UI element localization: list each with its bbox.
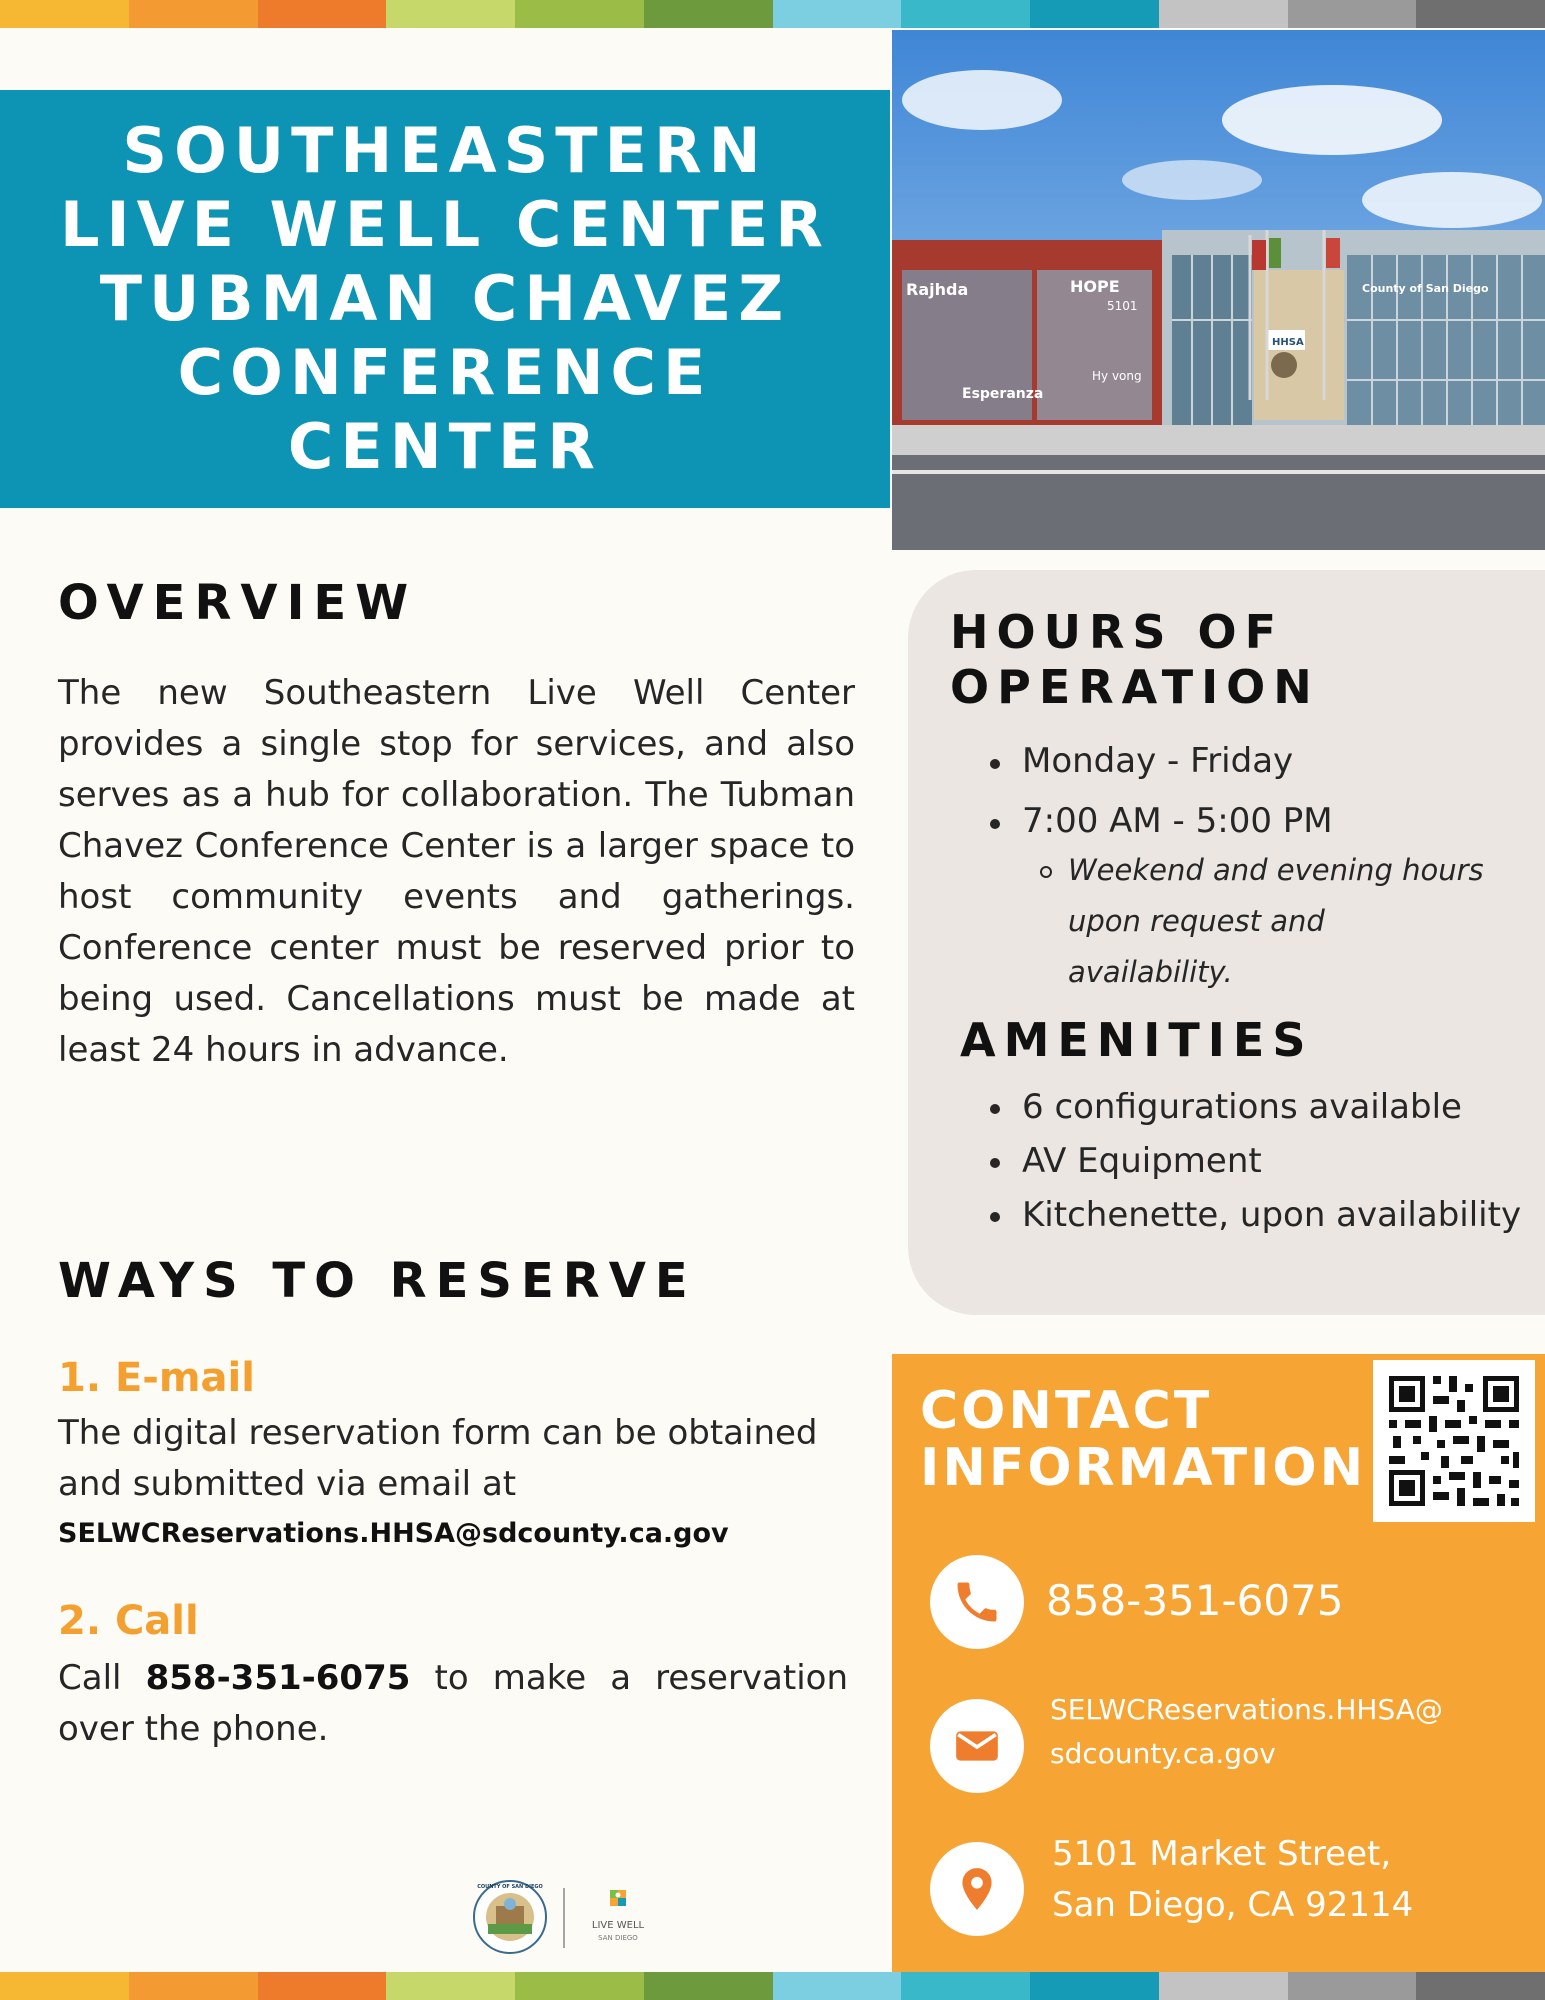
contact-email-line: sdcounty.ca.gov <box>1050 1737 1276 1770</box>
hours-heading <box>950 605 1320 715</box>
sign-number: 5101 <box>1107 299 1138 313</box>
bottom-color-stripe <box>0 1972 1545 2000</box>
title-banner <box>0 90 890 508</box>
ways-to-reserve-heading: WAYS TO RESERVE <box>58 1253 697 1309</box>
stripe-segment <box>901 1972 1030 2000</box>
phone-icon[interactable] <box>930 1555 1024 1649</box>
overview-heading: OVERVIEW <box>58 575 418 631</box>
hours-heading-line: HOURS OF <box>950 605 1285 659</box>
live-well-logo <box>592 1890 645 1942</box>
title-line: CONFERENCE <box>177 336 713 409</box>
sign-hyvong: Hy vong <box>1092 369 1142 383</box>
title-line: CENTER <box>287 410 603 483</box>
call-method-text <box>58 1653 848 1755</box>
stripe-segment <box>129 1972 258 2000</box>
stripe-segment <box>901 0 1030 28</box>
stripe-segment <box>1159 0 1288 28</box>
title-line: SOUTHEASTERN <box>122 114 768 187</box>
top-color-stripe <box>0 0 1545 28</box>
county-seal-logo <box>474 1881 546 1953</box>
qr-code-icon[interactable] <box>1373 1360 1535 1522</box>
overview-paragraph: The new Southeastern Live Well Center provides a single stop for services, and also serves as a hub for collaboration. The Tubman Chavez Conference Center is a larger space to host community events and gatherings. Conference center must be reserved prior to being used. Cancellations must be made at least 24 hours in advance. <box>58 673 855 1070</box>
amenity-item: AV Equipment <box>1022 1134 1522 1188</box>
stripe-segment <box>644 0 773 28</box>
email-method-title: 1. E-mail <box>58 1355 255 1401</box>
stripe-segment <box>773 1972 902 2000</box>
map-pin-icon-graphic <box>952 1864 1002 1914</box>
stripe-segment <box>644 1972 773 2000</box>
stripe-segment <box>515 1972 644 2000</box>
sign-hhsa: HHSA <box>1272 337 1304 348</box>
contact-heading-line: INFORMATION <box>920 1438 1367 1498</box>
stripe-segment <box>1416 0 1545 28</box>
envelope-icon[interactable] <box>930 1699 1024 1793</box>
stripe-segment <box>258 0 387 28</box>
call-method-title: 2. Call <box>58 1598 199 1644</box>
stripe-segment <box>386 0 515 28</box>
reservation-email-link[interactable]: SELWCReservations.HHSA@sdcounty.ca.gov <box>58 1518 729 1549</box>
amenities-list <box>1022 1080 1522 1242</box>
hours-item: 7:00 AM - 5:00 PM <box>1022 795 1522 847</box>
live-well-text: LIVE WELL <box>591 1920 645 1931</box>
stripe-segment <box>1288 0 1417 28</box>
sign-rajhda: Rajhda <box>906 280 969 299</box>
san-diego-text: SAN DIEGO <box>598 1934 638 1942</box>
hours-note: Weekend and evening hours upon request and availability. <box>1068 845 1488 998</box>
county-seal-text: COUNTY OF SAN DIEGO <box>477 1884 543 1890</box>
amenities-heading: AMENITIES <box>960 1013 1314 1067</box>
email-method-text: The digital reservation form can be obtained and submitted via email at <box>58 1413 818 1504</box>
stripe-segment <box>515 0 644 28</box>
contact-heading-line: CONTACT <box>920 1381 1213 1441</box>
contact-address-line: San Diego, CA 92114 <box>1052 1885 1414 1925</box>
qr-code-graphic <box>1373 1360 1535 1522</box>
contact-phone[interactable]: 858-351-6075 <box>1046 1576 1344 1625</box>
hours-heading-line: OPERATION <box>950 660 1320 714</box>
hours-list <box>1022 735 1522 855</box>
call-suffix: to make a reservation over the phone. <box>58 1658 849 1749</box>
stripe-segment <box>0 1972 129 2000</box>
footer-logos-graphic <box>470 1878 670 1956</box>
stripe-segment <box>386 1972 515 2000</box>
stripe-segment <box>258 1972 387 2000</box>
stripe-segment <box>1159 1972 1288 2000</box>
stripe-segment <box>129 0 258 28</box>
envelope-icon-graphic <box>952 1721 1002 1771</box>
stripe-segment <box>1030 0 1159 28</box>
contact-address-line: 5101 Market Street, <box>1052 1834 1392 1874</box>
reservation-phone-link[interactable]: 858-351-6075 <box>145 1658 411 1698</box>
amenity-item: Kitchenette, upon availability <box>1022 1188 1522 1242</box>
sign-county: County of San Diego <box>1362 282 1489 295</box>
stripe-segment <box>0 0 129 28</box>
footer-logos <box>470 1878 670 1956</box>
building-photo-illustration <box>892 30 1545 550</box>
phone-icon-graphic <box>951 1576 1003 1628</box>
hours-item: Monday - Friday <box>1022 735 1522 787</box>
map-pin-icon[interactable] <box>930 1842 1024 1936</box>
title-line: LIVE WELL CENTER <box>60 188 830 261</box>
amenity-item: 6 configurations available <box>1022 1080 1522 1134</box>
contact-heading <box>920 1383 1366 1497</box>
building-photo <box>892 30 1545 550</box>
stripe-segment <box>1288 1972 1417 2000</box>
sign-hope: HOPE <box>1070 277 1120 296</box>
contact-email-line: SELWCReservations.HHSA@ <box>1050 1693 1443 1726</box>
stripe-segment <box>1416 1972 1545 2000</box>
contact-email[interactable] <box>1050 1688 1510 1776</box>
call-prefix: Call <box>58 1658 122 1698</box>
sign-esperanza: Esperanza <box>962 386 1044 402</box>
contact-address[interactable] <box>1052 1829 1472 1931</box>
stripe-segment <box>1030 1972 1159 2000</box>
title-line: TUBMAN CHAVEZ <box>99 262 791 335</box>
stripe-segment <box>773 0 902 28</box>
